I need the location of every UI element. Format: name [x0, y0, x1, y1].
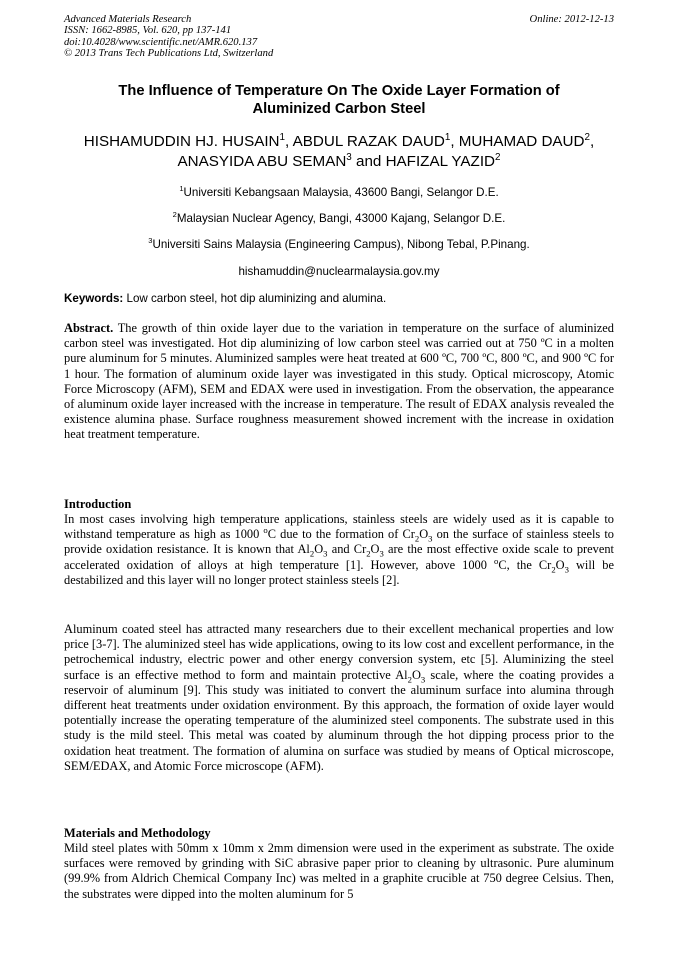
abstract-text: The growth of thin oxide layer due to the variation in temperature on the surface of aluminized carbon steel was investigated. Hot dip aluminizing of low carbon steel was carried out at 750 ºC in a molten pure aluminum for 5 minutes. Aluminized samples were heat treated at 600 ºC, 700 ºC, 800 ºC, and 900 ºC for 1 hour. The formation of aluminum oxide layer was investigated in this study. Optical microscopy, Atomic Force Microscopy (AFM), SEM and EDAX were used in investigation. From the observation, the appearance of aluminum oxide layer increased with the increase in temperature. The result of EDAX analysis revealed the existence alumina phase. Surface roughness measurement showed increment with the increase in oxidation heat treatment temperature.: [64, 321, 614, 442]
degree-mark: o: [263, 525, 268, 536]
degree-mark: o: [494, 555, 499, 566]
author-line-1: [64, 132, 614, 152]
introduction-paragraph-2: [64, 622, 614, 774]
author-separator: ,: [590, 133, 595, 150]
text-run: O: [555, 557, 565, 572]
text-run: C, the Cr: [498, 557, 552, 572]
abstract-label: Abstract.: [64, 321, 114, 335]
author-affiliation-mark: 2: [584, 131, 590, 143]
journal-copyright: © 2013 Trans Tech Publications Ltd, Switzerland: [64, 48, 274, 60]
affiliation-text: Universiti Sains Malaysia (Engineering Campus), Nibong Tebal, P.Pinang.: [152, 238, 530, 251]
affiliation-text: Malaysian Nuclear Agency, Bangi, 43000 Kajang, Selangor D.E.: [176, 212, 506, 225]
subscript: 3: [323, 548, 328, 559]
author-affiliation-mark: 3: [346, 151, 352, 163]
introduction-heading: Introduction: [64, 497, 132, 511]
keywords-text: Low carbon steel, hot dip aluminizing and alumina.: [123, 292, 387, 305]
subscript: 3: [564, 564, 569, 575]
text-run: scale, where the coating provides a reservoir of aluminum [9]. This study was initiated to convert the aluminum surface into alumina through different heat treatments under oxidation environment. By this approach, the formation of oxide layer would potentially increase the operating temperature of the aluminized steel components. The substrate used in this study is the mild steel. This metal was coated by aluminum through the hot dipping process prior to the oxidation heat treatment. The formation of alumina on surface was studied by means of Optical microscope, SEM/EDAX, and Atomic Force microscope (AFM).: [64, 667, 614, 773]
author-list: [64, 132, 614, 172]
text-run: C due to the formation of Cr: [267, 527, 415, 542]
author-name: ANASYIDA ABU SEMAN: [177, 153, 347, 170]
subscript: 2: [551, 564, 556, 575]
methods-heading: Materials and Methodology: [64, 826, 211, 840]
keywords-label: Keywords:: [64, 292, 124, 305]
author-affiliation-mark: 1: [444, 131, 451, 143]
text-run: O: [370, 542, 380, 557]
title-line-1: The Influence of Temperature On The Oxide Layer Formation of: [118, 83, 560, 99]
affiliation-mark: 1: [179, 184, 184, 194]
journal-issn: ISSN: 1662-8985, Vol. 620, pp 137-141: [64, 25, 232, 37]
affiliation-2: [64, 212, 614, 226]
paper-title: [64, 82, 614, 118]
text-run: O: [419, 527, 429, 542]
keywords: [64, 292, 616, 306]
text-run: will be destabilized and this layer will no longer protect stainless steels [2].: [64, 557, 614, 587]
affiliation-1: [64, 186, 614, 200]
text-run: Aluminum coated steel has attracted many researchers due to their excellent mechanical properties and low price [3-7]. The aluminized steel has wide applications, owing to its low cost and excellent performance, in the petrochemical industry, electric power and other energy conversion system, etc [5]. Aluminizing the steel surface is an effective method to form and maintain protective Al: [64, 622, 614, 682]
subscript: 2: [309, 548, 315, 559]
online-date: Online: 2012-12-13: [529, 14, 614, 25]
subscript: 3: [420, 674, 426, 685]
affiliation-3: [64, 238, 614, 252]
author-line-2: [64, 152, 614, 172]
subscript: 3: [428, 533, 433, 544]
author-name: HISHAMUDDIN HJ. HUSAIN: [83, 133, 280, 150]
introduction-paragraph-1: [64, 512, 614, 588]
abstract-paragraph: [64, 321, 614, 443]
author-name: , MUHAMAD DAUD: [450, 133, 585, 150]
journal-name: Advanced Materials Research: [64, 14, 192, 25]
subscript: 2: [414, 533, 420, 544]
affiliation-mark: 2: [172, 210, 177, 220]
methods-paragraph-1: Mild steel plates with 50mm x 10mm x 2mm dimension were used in the experiment as substrate. The oxide surfaces were removed by grinding with SiC abrasive paper prior to cleaning by ultrasonic. Pure aluminum (99.9% from Aldrich Chemical Company Inc) was melted in a graphite crucible at 750 degree Celsius. Then, the substrates were dipped into the molten aluminum for 5: [64, 841, 614, 901]
author-affiliation-mark: 2: [495, 151, 501, 163]
author-name: and HAFIZAL YAZID: [351, 153, 496, 170]
journal-header: [64, 14, 616, 60]
journal-doi: doi:10.4028/www.scientific.net/AMR.620.137: [64, 36, 258, 48]
subscript: 2: [407, 674, 412, 685]
affiliation-mark: 3: [148, 236, 153, 246]
subscript: 2: [366, 548, 371, 559]
author-name: , ABDUL RAZAK DAUD: [285, 133, 445, 150]
text-run: on the surface of stainless steels to provide oxidation resistance. It is known that Al: [64, 527, 614, 557]
text-run: O: [411, 667, 421, 682]
author-affiliation-mark: 1: [279, 131, 286, 143]
subscript: 3: [379, 548, 384, 559]
text-run: are the most effective oxide scale to prevent accelerated oxidation of alloys at high temperature [1]. However, above 1000: [64, 542, 614, 572]
title-line-2: Aluminized Carbon Steel: [252, 101, 426, 117]
text-run: O: [314, 542, 324, 557]
text-run: In most cases involving high temperature applications, stainless steels are widely used as it is capable to withstand temperature as high as 1000: [64, 512, 614, 542]
affiliation-text: Universiti Kebangsaan Malaysia, 43600 Bangi, Selangor D.E.: [183, 186, 499, 199]
text-run: and Cr: [327, 542, 367, 557]
corresponding-email[interactable]: hishamuddin@nuclearmalaysia.gov.my: [238, 265, 440, 278]
